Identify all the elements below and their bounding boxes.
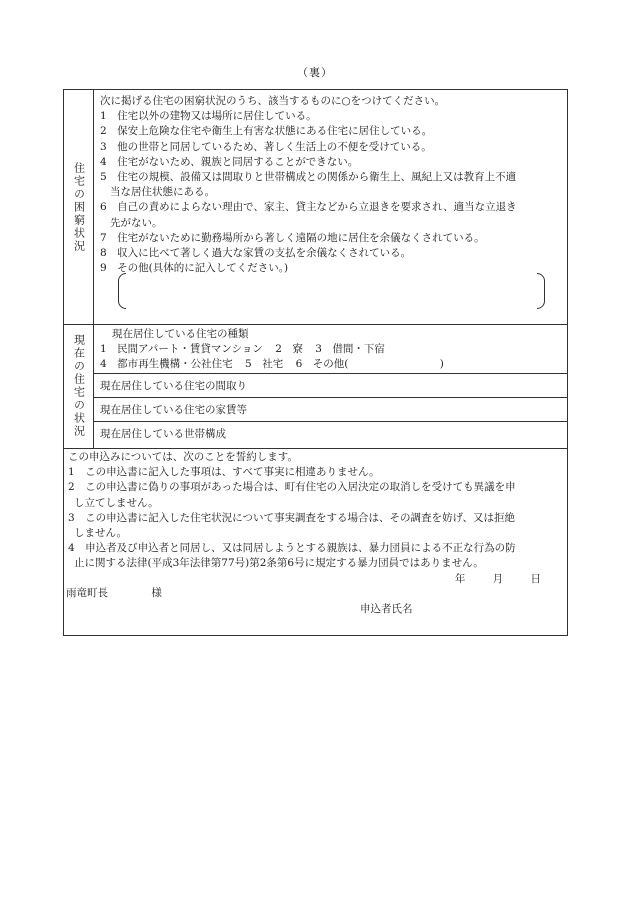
hardship-item-6-cont: 先がない。	[110, 216, 163, 229]
left-bracket	[118, 273, 126, 309]
hardship-item-3[interactable]: 3 他の世帯と同居しているため、著しく生活上の不便を受けている。	[100, 140, 432, 153]
hardship-item-8[interactable]: 8 収入に比べて著しく過大な家賃の支払を余儀なくされている。	[100, 246, 412, 259]
pledge-item-3-cont: しません。	[74, 526, 128, 539]
housing-hardship-label: 住宅の困窮状況	[64, 90, 94, 324]
option-public-housing[interactable]: 4 都市再生機構・公社住宅	[100, 358, 233, 371]
option-private-apartment[interactable]: 1 民間アパート・賃貸マンション	[100, 343, 263, 356]
option-dormitory[interactable]: 2 寮	[275, 343, 303, 356]
household-composition-row[interactable]: 現在居住している世帯構成	[100, 428, 226, 440]
housing-hardship-section	[64, 90, 567, 325]
option-other[interactable]: 6 その他(	[295, 358, 349, 371]
right-bracket	[537, 273, 545, 309]
pledge-intro: この申込みについては、次のことを誓約します。	[68, 451, 298, 463]
page-title: （裏）	[297, 66, 333, 79]
housing-type-heading: 現在居住している住宅の種類	[112, 328, 249, 340]
hardship-item-9[interactable]: 9 その他(具体的に記入してください。)	[100, 262, 289, 275]
date-day: 日	[530, 572, 541, 585]
applicant-name-field[interactable]: 申込者氏名	[360, 603, 413, 615]
pledge-item-2: 2 この申込書に偽りの事項があった場合は、町有住宅の入居決定の取消しを受けても異議を申	[68, 481, 516, 494]
hardship-intro: 次に掲げる住宅の困窮状況のうち、該当するものに○をつけてください。	[100, 95, 446, 107]
date-year: 年	[454, 572, 466, 585]
hardship-item-7[interactable]: 7 住宅がないために勤務場所から著しく遠隔の地に居住を余儀なくされている。	[100, 231, 485, 244]
hardship-item-5[interactable]: 5 住宅の規模、設備又は間取りと世帯構成との関係から衛生上、風紀上又は教育上不適	[100, 170, 517, 183]
addressee	[66, 585, 202, 600]
pledge-section	[64, 448, 567, 635]
hardship-item-2[interactable]: 2 保安上危険な住宅や衛生上有害な状態にある住宅に居住している。	[100, 125, 433, 138]
housing-type-row	[94, 324, 567, 374]
current-housing-section	[64, 324, 567, 449]
hardship-item-5-cont: 当な居住状態にある。	[110, 186, 215, 199]
application-form-back	[63, 89, 568, 636]
hardship-item-1[interactable]: 1 住宅以外の建物又は場所に居住している。	[100, 110, 317, 123]
other-details-field[interactable]	[118, 273, 545, 309]
rent-row[interactable]: 現在居住している住宅の家賃等	[94, 398, 567, 422]
addressee-honorific: 様	[151, 587, 162, 599]
current-housing-label: 現在の住宅の状況	[64, 324, 94, 448]
pledge-item-4: 4 申込者及び申込者と同居し、又は同居しようとする親族は、暴力団員による不正な行為の防	[68, 542, 516, 555]
hardship-item-4[interactable]: 4 住宅がないため、親族と同居することができない。	[100, 155, 359, 168]
option-rented-room[interactable]: 3 借間・下宿	[315, 343, 385, 356]
pledge-item-2-cont: し立てしません。	[74, 496, 159, 509]
housing-type-options-1	[100, 342, 561, 357]
option-other-close: )	[439, 358, 444, 371]
current-housing-rows	[94, 324, 567, 448]
pledge-item-3: 3 この申込書に記入した住宅状況について事実調査をする場合は、その調査を妨げ、又は拒絶	[68, 511, 516, 524]
housing-type-options-2	[100, 357, 561, 372]
option-company-housing[interactable]: 5 社宅	[245, 358, 284, 371]
pledge-item-4-cont: 止に関する法律(平成3年法律第77号)第2条第6号に規定する暴力団員ではありません。	[74, 557, 484, 570]
date-month: 月	[492, 572, 504, 585]
hardship-item-6[interactable]: 6 自己の責めによらない理由で、家主、貸主などから立退きを要求され、適当な立退き	[100, 201, 517, 214]
pledge-item-1: 1 この申込書に記入した事項は、すべて事実に相違ありません。	[68, 466, 380, 479]
room-layout-row[interactable]: 現在居住している住宅の間取り	[94, 374, 567, 398]
addressee-name: 雨竜町長	[66, 587, 108, 599]
